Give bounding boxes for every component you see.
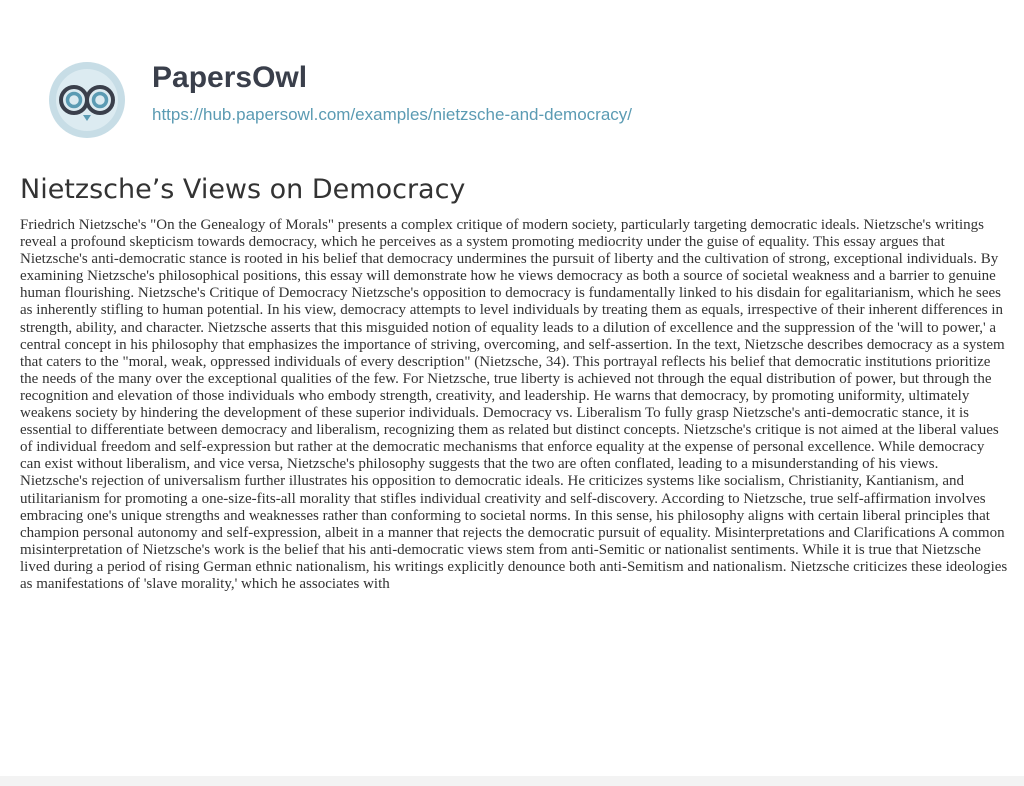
owl-eyes-logo-icon[interactable] <box>47 60 127 140</box>
page-title: Nietzsche’s Views on Democracy <box>20 174 466 205</box>
footer-divider <box>0 776 1024 786</box>
brand-name[interactable]: PapersOwl <box>152 61 308 94</box>
site-header <box>47 60 987 140</box>
essay-body-text: Friedrich Nietzsche's "On the Genealogy of Morals" presents a complex critique of modern society, particularly targeting democratic ideals. Nietzsche's writings reveal a profound skepticism towards democracy, which he perceives as a system promoting mediocrity under the guise of equality. This essay argues that Nietzsche's anti-democratic stance is rooted in his belief that democracy undermines the pursuit of liberty and the cultivation of strong, exceptional individuals. By examining Nietzsche's philosophical positions, this essay will demonstrate how he views democracy as both a source of societal weakness and a barrier to genuine human flourishing. Nietzsche's Critique of Democracy Nietzsche's opposition to democracy is fundamentally linked to his disdain for egalitarianism, which he sees as inherently stifling to human potential. In his view, democracy attempts to level individuals by treating them as equals, irrespective of their inherent differences in strength, ability, and character. Nietzsche asserts that this misguided notion of equality leads to a dilution of excellence and the suppression of the 'will to power,' a central concept in his philosophy that emphasizes the importance of striving, overcoming, and self-assertion. In the text, Nietzsche describes democracy as a system that caters to the "moral, weak, oppressed individuals of every description" (Nietzsche, 34). This portrayal reflects his belief that democratic institutions prioritize the needs of the many over the exceptional qualities of the few. For Nietzsche, true liberty is achieved not through the equal distribution of power, but through the recognition and elevation of those individuals who embody strength, creativity, and leadership. He warns that democracy, by promoting uniformity, ultimately weakens society by hindering the development of these superior individuals. Democracy vs. Liberalism To fully grasp Nietzsche's anti-democratic stance, it is essential to differentiate between democracy and liberalism, recognizing them as related but distinct concepts. Nietzsche's critique is not aimed at the liberal values of individual freedom and self-expression but rather at the democratic mechanisms that enforce equality at the expense of personal excellence. While democracy can exist without liberalism, and vice versa, Nietzsche's philosophy suggests that the two are often conflated, leading to a misunderstanding of his views. Nietzsche's rejection of universalism further illustrates his opposition to democratic ideals. He criticizes systems like socialism, Christianity, Kantianism, and utilitarianism for promoting a one-size-fits-all morality that stifles individual creativity and self-discovery. According to Nietzsche, true self-affirmation involves embracing one's unique strengths and weaknesses rather than conforming to societal norms. In this sense, his philosophy aligns with certain liberal principles that champion personal autonomy and self-expression, albeit in a manner that rejects the democratic pursuit of equality. Misinterpretations and Clarifications A common misinterpretation of Nietzsche's work is the belief that his anti-democratic views stem from anti-Semitic or nationalist sentiments. While it is true that Nietzsche lived during a period of rising German ethnic nationalism, his writings explicitly denounce both anti-Semitism and nationalism. Nietzsche criticizes these ideologies as manifestations of 'slave morality,' which he associates with <box>20 217 1008 592</box>
source-url-link[interactable]: https://hub.papersowl.com/examples/nietzsche-and-democracy/ <box>152 105 633 124</box>
